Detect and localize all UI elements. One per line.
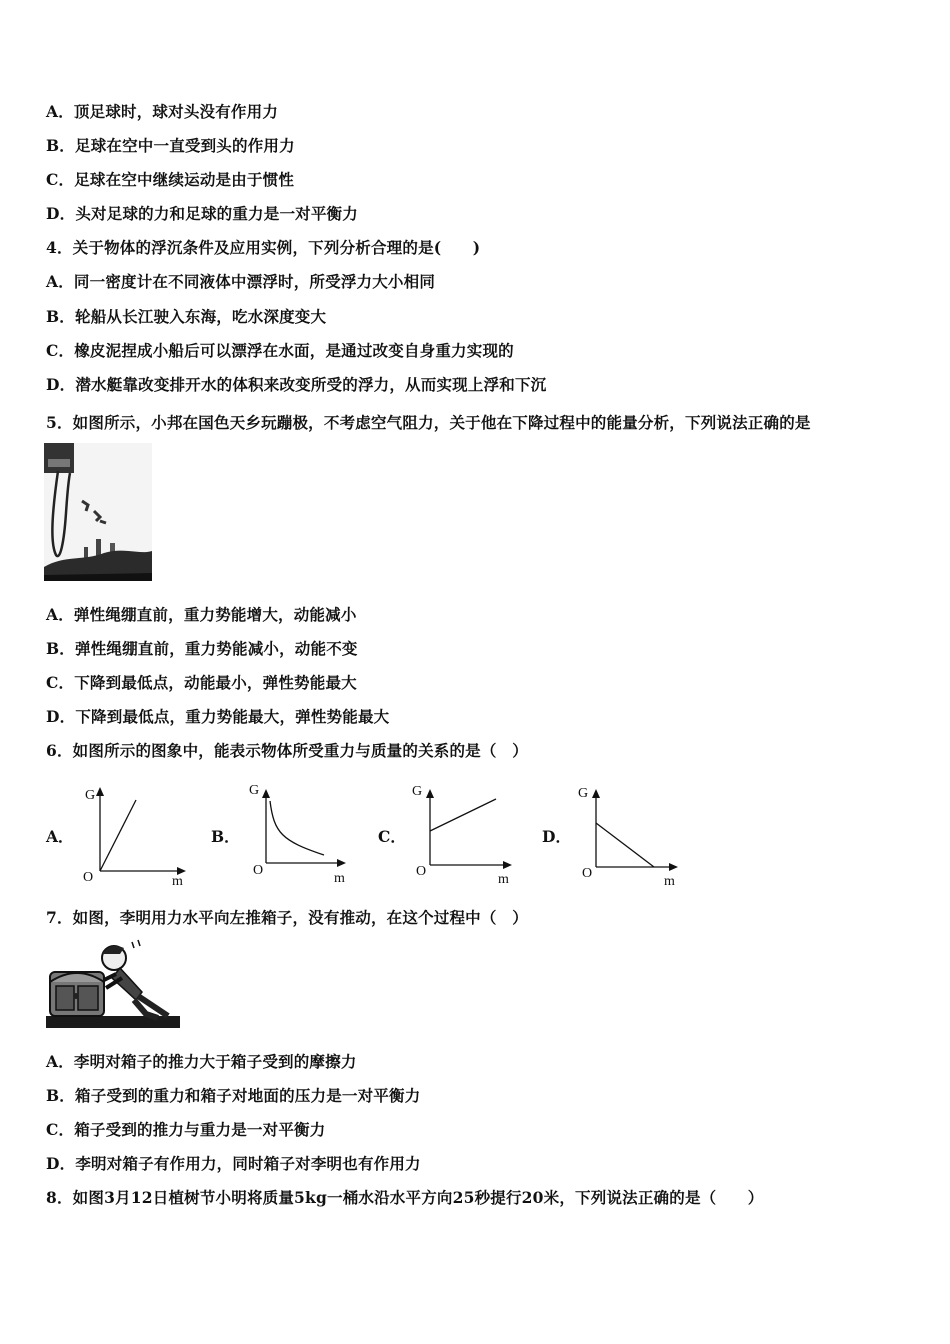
q4-option-b: B．轮船从长江驶入东海，吃水深度变大: [46, 307, 327, 326]
q4-stem: 4．关于物体的浮沉条件及应用实例，下列分析合理的是( ): [46, 238, 481, 257]
bungee-jump-photo: [44, 443, 152, 581]
x-axis-label: m: [172, 874, 183, 889]
q3-option-a: A．顶足球时，球对头没有作用力: [46, 102, 279, 121]
q3-option-c: C．足球在空中继续运动是由于惯性: [46, 170, 295, 189]
origin-label: O: [83, 870, 94, 885]
q6-graph-d-label: D．: [542, 827, 571, 846]
x-axis-label: m: [664, 874, 675, 889]
q3-option-b: B．足球在空中一直受到头的作用力: [46, 136, 295, 155]
q6-graph-c: [408, 783, 548, 891]
origin-label: O: [253, 863, 264, 878]
y-axis-label: G: [249, 783, 260, 798]
data-line: [596, 823, 654, 867]
q6-graph-c-label: C．: [378, 827, 406, 846]
q6-graph-b-label: B．: [211, 827, 240, 846]
q7-option-b: B．箱子受到的重力和箱子对地面的压力是一对平衡力: [46, 1086, 421, 1105]
x-axis-label: m: [498, 872, 509, 887]
q5-stem: 5．如图所示，小邦在国色天乡玩蹦极，不考虑空气阻力，关于他在下降过程中的能量分析，下列说法正确的是: [46, 413, 811, 432]
y-axis-label: G: [412, 784, 423, 799]
y-axis-label: G: [578, 786, 589, 801]
q3-option-d: D．头对足球的力和足球的重力是一对平衡力: [46, 204, 358, 223]
q6-graph-b: [244, 783, 384, 891]
q6-graph-d: [574, 783, 714, 891]
q4-option-a: A．同一密度计在不同液体中漂浮时，所受浮力大小相同: [46, 272, 436, 291]
q7-option-a: A．李明对箱子的推力大于箱子受到的摩擦力: [46, 1052, 357, 1071]
data-line: [430, 799, 496, 831]
q7-stem: 7．如图，李明用力水平向左推箱子，没有推动，在这个过程中（ ）: [46, 908, 528, 927]
q6-graph-a-label: A．: [46, 827, 74, 846]
q6-graph-a: [80, 783, 220, 891]
q5-option-a: A．弹性绳绷直前，重力势能增大，动能减小: [46, 605, 357, 624]
data-line: [100, 800, 136, 871]
q4-option-d: D．潜水艇靠改变排开水的体积来改变所受的浮力，从而实现上浮和下沉: [46, 375, 547, 394]
q5-option-c: C．下降到最低点，动能最小，弹性势能最大: [46, 673, 357, 692]
q8-stem: 8．如图3月12日植树节小明将质量5kg一桶水沿水平方向25秒提行20米，下列说法正确的是（ ）: [46, 1188, 764, 1207]
q6-stem: 6．如图所示的图象中，能表示物体所受重力与质量的关系的是（ ）: [46, 741, 528, 760]
x-axis-label: m: [334, 871, 345, 886]
q7-option-c: C．箱子受到的推力与重力是一对平衡力: [46, 1120, 326, 1139]
q4-option-c: C．橡皮泥捏成小船后可以漂浮在水面，是通过改变自身重力实现的: [46, 341, 514, 360]
origin-label: O: [582, 866, 593, 881]
data-curve: [270, 801, 324, 855]
q7-option-d: D．李明对箱子有作用力，同时箱子对李明也有作用力: [46, 1154, 421, 1173]
q5-option-b: B．弹性绳绷直前，重力势能减小，动能不变: [46, 639, 358, 658]
q5-option-d: D．下降到最低点，重力势能最大，弹性势能最大: [46, 707, 390, 726]
pushing-box-illustration: [46, 938, 182, 1030]
origin-label: O: [416, 864, 427, 879]
y-axis-label: G: [85, 788, 96, 803]
